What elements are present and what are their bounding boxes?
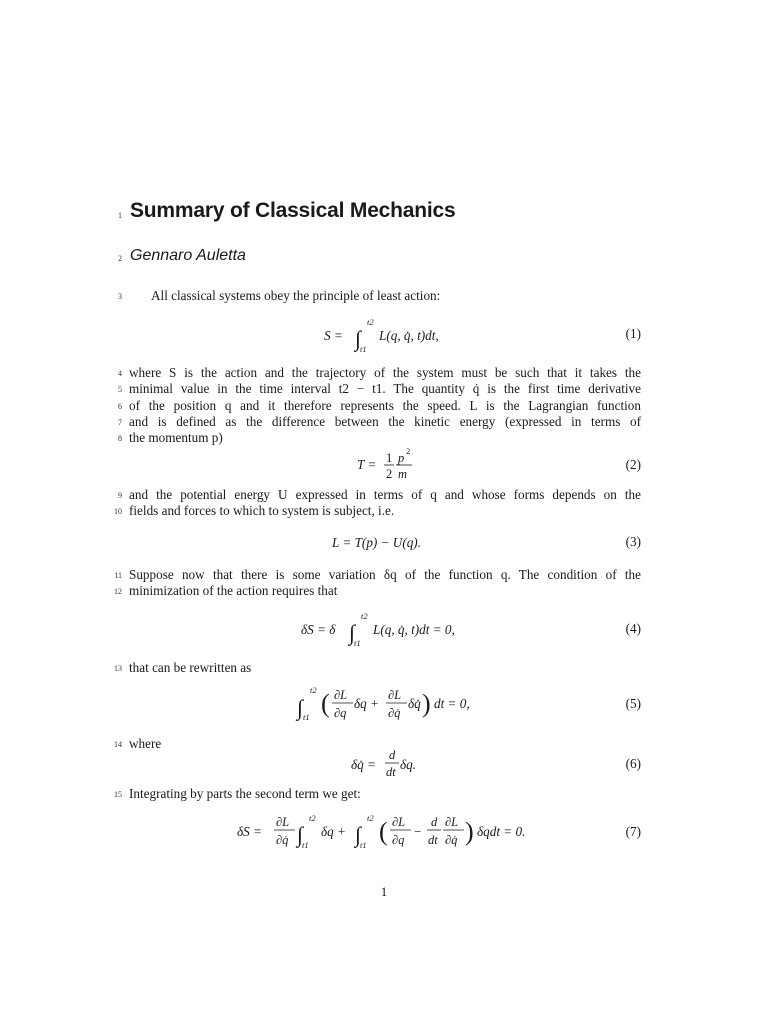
equation-3-formula — [129, 530, 641, 558]
eq1-lower-limit: t1 — [360, 344, 367, 354]
equation-4-formula — [129, 607, 641, 651]
eq7-upper-limit-1: t2 — [309, 813, 316, 823]
line-number: 9 — [118, 491, 122, 500]
eq7-mid: δq + — [321, 824, 346, 839]
eq7-num-1: ∂L — [276, 815, 290, 829]
equation-7-formula — [129, 810, 641, 854]
line-number: 1 — [118, 211, 122, 220]
eq6-num: d — [389, 748, 396, 762]
eq2-num-2: p — [398, 451, 405, 465]
eq5-lower-limit: t1 — [303, 712, 310, 722]
eq5-after: δq̇ — [408, 696, 421, 711]
line-number: 8 — [118, 434, 122, 443]
line-number: 2 — [118, 254, 122, 263]
eq7-lhs: δS = — [237, 824, 262, 839]
eq5-den-2: ∂q̇ — [388, 706, 401, 720]
paragraph-line: of the position q and it therefore represents the speed. L is the Lagrangian function — [129, 398, 641, 413]
eq2-lhs: T = — [357, 457, 377, 472]
eq5-num-2: ∂L — [388, 688, 402, 702]
eq3-formula: L = T(p) − U(q). — [332, 535, 421, 550]
eq2-superscript: 2 — [406, 446, 411, 456]
line-number: 6 — [118, 402, 122, 411]
equation-number: (4) — [625, 621, 641, 636]
paragraph-line: that can be rewritten as — [129, 660, 252, 675]
eq2-den-1: 2 — [386, 467, 393, 481]
paper-title: Summary of Classical Mechanics — [130, 199, 456, 222]
equation-2-formula — [129, 446, 641, 486]
eq4-lhs: δS = δ — [301, 622, 336, 637]
integral-sign: ∫ — [297, 822, 304, 847]
eq5-upper-limit: t2 — [310, 685, 317, 695]
right-paren: ) — [465, 817, 474, 846]
line-number: 4 — [118, 369, 122, 378]
paragraph-line: and is defined as the difference between the kinetic energy (expressed in terms of — [129, 414, 641, 429]
eq2-num-1: 1 — [386, 451, 393, 465]
equation-1-formula — [129, 314, 641, 358]
eq4-integrand: L(q, q̇, t)dt = 0, — [373, 622, 455, 637]
eq7-tail: δqdt = 0. — [477, 824, 526, 839]
line-number: 14 — [114, 740, 122, 749]
eq7-num-2: ∂L — [392, 815, 406, 829]
eq7-den-3: dt — [428, 833, 438, 847]
eq5-den-1: ∂q — [334, 706, 347, 720]
eq4-upper-limit: t2 — [361, 611, 368, 621]
integral-sign: ∫ — [297, 695, 304, 720]
eq6-tail: δq. — [400, 757, 417, 772]
eq1-integrand: L(q, q̇, t)dt, — [379, 328, 439, 343]
eq7-den-4: ∂q̇ — [445, 833, 458, 847]
eq5-num-1: ∂L — [334, 688, 348, 702]
equation-number: (5) — [625, 696, 641, 711]
line-number: 3 — [118, 292, 122, 301]
integral-sign: ∫ — [355, 822, 362, 847]
equation-number: (7) — [625, 824, 641, 839]
equation-number: (3) — [625, 534, 641, 549]
integral-sign: ∫ — [349, 620, 356, 645]
eq7-lower-limit-1: t1 — [302, 840, 309, 850]
eq6-lhs: δq̇ = — [351, 757, 376, 772]
page-number: 1 — [380, 884, 388, 899]
left-paren: ( — [321, 689, 330, 718]
paragraph-line: Integrating by parts the second term we get: — [129, 786, 361, 801]
line-number: 5 — [118, 385, 122, 394]
equation-3 — [129, 530, 641, 570]
integral-sign: ∫ — [355, 326, 362, 351]
eq7-upper-limit-2: t2 — [367, 813, 374, 823]
equation-6-formula — [129, 744, 641, 780]
eq7-den-1: ∂q̇ — [276, 833, 289, 847]
paragraph-line: where — [129, 736, 162, 751]
line-number: 15 — [114, 790, 122, 799]
equation-number: (6) — [625, 756, 641, 771]
paragraph-line: minimization of the action requires that — [129, 583, 338, 598]
eq6-den: dt — [386, 765, 396, 779]
equation-number: (2) — [625, 457, 641, 472]
eq1-upper-limit: t2 — [367, 317, 374, 327]
eq7-lower-limit-2: t1 — [360, 840, 367, 850]
eq5-tail: dt = 0, — [434, 696, 470, 711]
paragraph-line: and the potential energy U expressed in terms of q and whose forms depends on the — [129, 487, 641, 502]
equation-6 — [129, 744, 641, 784]
eq5-mid: δq + — [354, 696, 379, 711]
eq7-minus: − — [414, 824, 422, 839]
paragraph-line: Suppose now that there is some variation δq of the function q. The condition of the — [129, 567, 641, 582]
equation-1 — [129, 314, 641, 354]
line-number: 13 — [114, 664, 122, 673]
eq7-den-2: ∂q — [392, 833, 405, 847]
equation-7 — [129, 810, 641, 850]
equation-2 — [129, 446, 641, 486]
line-number: 12 — [114, 587, 122, 596]
left-paren: ( — [379, 817, 388, 846]
eq7-num-3: d — [431, 815, 438, 829]
right-paren: ) — [422, 689, 431, 718]
eq7-num-4: ∂L — [445, 815, 459, 829]
equation-number: (1) — [625, 326, 641, 341]
equation-5 — [129, 682, 641, 722]
line-number: 10 — [114, 507, 122, 516]
line-number: 7 — [118, 418, 122, 427]
equation-4 — [129, 607, 641, 647]
eq4-lower-limit: t1 — [354, 638, 361, 648]
paragraph-line: the momentum p) — [129, 430, 223, 445]
eq1-lhs: S = — [324, 328, 343, 343]
author-name: Gennaro Auletta — [130, 247, 246, 264]
equation-5-formula — [129, 682, 641, 726]
paragraph-line: All classical systems obey the principle of least action: — [151, 288, 441, 303]
paragraph-line: minimal value in the time interval t2 − t1. The quantity q̇ is the first time derivative — [129, 381, 641, 396]
paragraph-line: fields and forces to which to system is subject, i.e. — [129, 503, 395, 518]
eq2-den-2: m — [398, 467, 408, 481]
paragraph-line: where S is the action and the trajectory of the system must be such that it takes the — [129, 365, 641, 380]
line-number: 11 — [114, 571, 122, 580]
